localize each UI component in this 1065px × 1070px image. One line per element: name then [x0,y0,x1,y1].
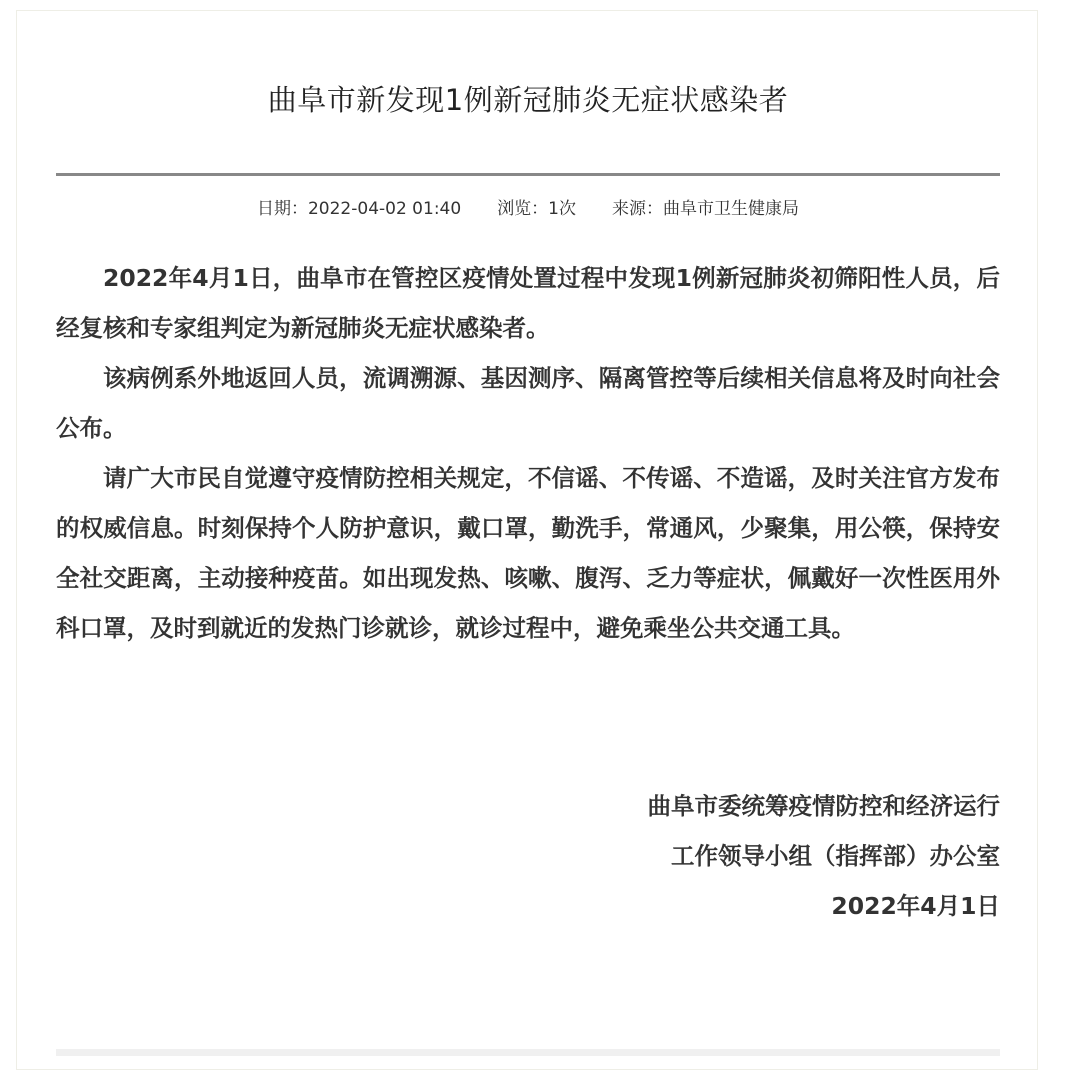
view-count: 浏览：1次 [497,199,577,219]
article-meta [56,196,1000,222]
title-divider [56,173,1000,176]
signature-org-line1: 曲阜市委统筹疫情防控和经济运行 [647,792,1000,820]
paragraph: 2022年4月1日，曲阜市在管控区疫情处置过程中发现1例新冠肺炎初筛阳性人员，后经复核和专家组判定为新冠肺炎无症状感染者。 [56,264,1000,342]
publish-date: 日期：2022-04-02 01:40 [256,199,462,219]
signature-org-line2: 工作领导小组（指挥部）办公室 [671,842,1000,870]
signature-date: 2022年4月1日 [831,892,1000,920]
article-source: 来源：曲阜市卫生健康局 [612,199,800,219]
article-title: 曲阜市新发现1例新冠肺炎无症状感染者 [267,83,789,117]
article-body [56,253,1000,653]
signature-block [56,781,1000,931]
paragraph: 该病例系外地返回人员，流调溯源、基因测序、隔离管控等后续相关信息将及时向社会公布。 [56,364,1000,442]
footer-strip [56,1049,1000,1056]
paragraph: 请广大市民自觉遵守疫情防控相关规定，不信谣、不传谣、不造谣，及时关注官方发布的权威信息。时刻保持个人防护意识，戴口罩，勤洗手，常通风，少聚集，用公筷，保持安全社交距离，主动接种疫苗。如出现发热、咳嗽、腹泻、乏力等症状，佩戴好一次性医用外科口罩，及时到就近的发热门诊就诊，就诊过程中，避免乘坐公共交通工具。 [56,464,1000,642]
